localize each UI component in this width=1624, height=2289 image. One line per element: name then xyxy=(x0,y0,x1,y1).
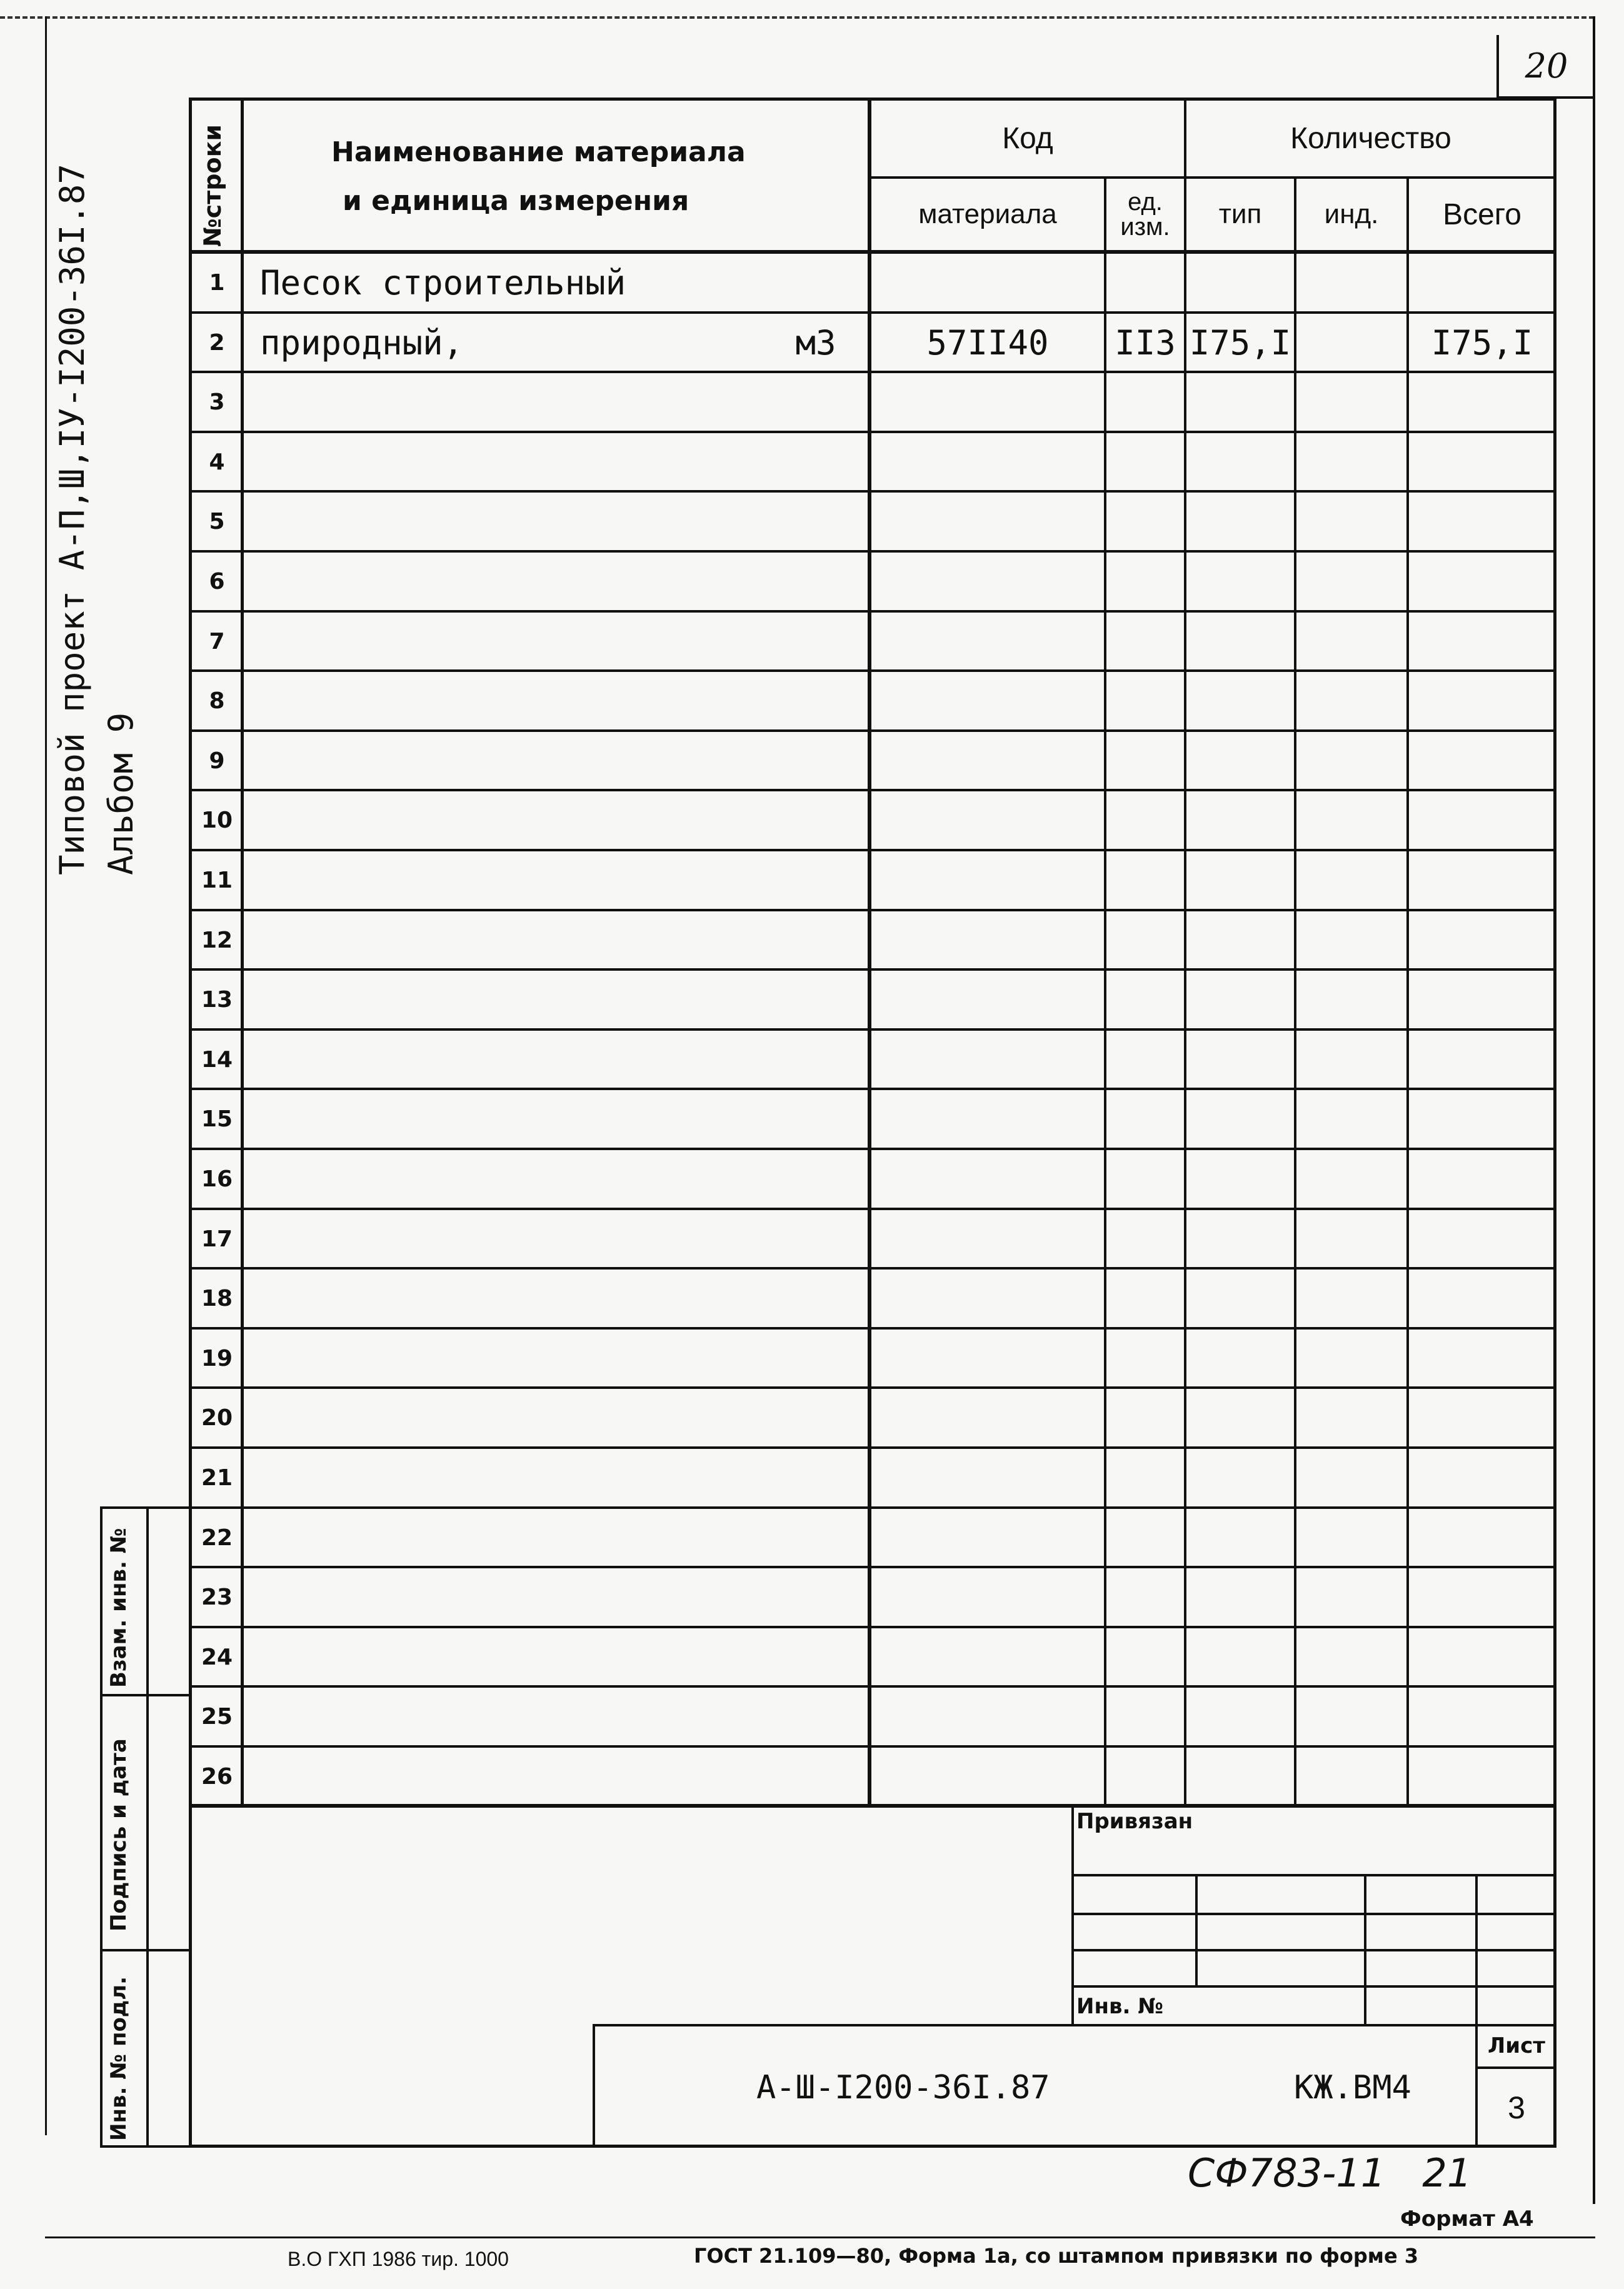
stamp-line-d xyxy=(1071,1985,1556,1988)
frame-right xyxy=(1593,16,1595,2204)
doc-mark: КЖ.ВМ4 xyxy=(1294,2069,1411,2106)
row-divider xyxy=(189,1267,1556,1270)
name-header-line1: Наименование материала xyxy=(331,136,746,168)
row-divider xyxy=(189,1148,1556,1150)
code-header: Код xyxy=(1002,121,1053,155)
row-number: 14 xyxy=(201,1046,233,1073)
left-stamp-divider-1 xyxy=(100,1694,192,1696)
left-stamp-divider-2 xyxy=(100,1949,192,1951)
row-material-code-cell: 57II40 xyxy=(926,323,1049,363)
stamp-privyazan: Привязан xyxy=(1076,1809,1193,1834)
row-divider xyxy=(189,1745,1556,1748)
row-divider xyxy=(189,1566,1556,1568)
frame-left-outer xyxy=(45,16,47,2135)
stamp-line-c xyxy=(1071,1949,1556,1951)
row-number: 8 xyxy=(209,688,225,714)
row-unit-code-cell xyxy=(1106,253,1184,313)
col-line-ind xyxy=(1406,176,1409,1808)
row-divider xyxy=(189,431,1556,433)
row-type-qty-cell xyxy=(1186,253,1294,313)
row-number: 24 xyxy=(201,1644,233,1670)
row-divider xyxy=(189,849,1556,851)
handwritten-note: СФ783-11 21 xyxy=(1188,2150,1472,2196)
unit-header-line2: изм. xyxy=(1120,213,1170,241)
row-number: 6 xyxy=(209,568,225,594)
unit-header xyxy=(1106,179,1184,250)
row-number: 17 xyxy=(201,1226,233,1252)
doc-code: А-Ш-I200-36I.87 xyxy=(756,2069,1050,2106)
row-type-qty-cell: I75,I xyxy=(1189,323,1291,363)
row-ind-qty-cell xyxy=(1296,253,1406,313)
row-divider xyxy=(189,610,1556,613)
sheet-label: Лист xyxy=(1488,2033,1545,2058)
row-number: 25 xyxy=(201,1703,233,1730)
stamp-vline-2 xyxy=(1364,1874,1366,2025)
row-name-cell: природный, xyxy=(260,323,464,363)
row-divider xyxy=(189,1088,1556,1090)
row-number: 11 xyxy=(201,867,233,893)
type-header: тип xyxy=(1218,199,1262,229)
left-stamp-vzam: Взам. инв. № xyxy=(106,1528,131,1688)
row-number: 3 xyxy=(209,389,225,415)
row-divider xyxy=(189,968,1556,971)
footer-gost: ГОСТ 21.109—80, Форма 1а, со штампом привязки по форме 3 xyxy=(694,2244,1419,2268)
row-name-cell: Песок строительный xyxy=(260,263,626,303)
name-header-line2: и единица измерения xyxy=(343,185,689,217)
row-divider xyxy=(189,1327,1556,1330)
col-line-mat xyxy=(1104,176,1106,1808)
row-divider xyxy=(189,789,1556,791)
row-ind-qty-cell xyxy=(1296,313,1406,373)
total-header: Всего xyxy=(1443,198,1521,231)
ind-header: инд. xyxy=(1324,199,1379,229)
row-number: 22 xyxy=(201,1525,233,1551)
row-divider xyxy=(189,1685,1556,1688)
stamp-line-a xyxy=(1071,1874,1556,1876)
row-number: 21 xyxy=(201,1465,233,1491)
row-number: 7 xyxy=(209,628,225,654)
row-number: 20 xyxy=(201,1405,233,1431)
row-unit-code-cell: II3 xyxy=(1115,323,1176,363)
left-stamp-inv-podl: Инв. № подл. xyxy=(106,1976,131,2141)
side-title-line2: Альбом 9 xyxy=(101,712,141,875)
title-block xyxy=(593,2024,1556,2148)
sheet-number: 3 xyxy=(1508,2090,1525,2125)
row-divider xyxy=(189,1626,1556,1628)
row-divider xyxy=(189,550,1556,553)
row-divider xyxy=(189,1386,1556,1389)
row-num-header: №строки xyxy=(199,124,226,247)
row-number: 19 xyxy=(201,1345,233,1371)
row-total-qty-cell xyxy=(1409,253,1555,313)
row-number: 18 xyxy=(201,1285,233,1311)
stamp-vline-3 xyxy=(1475,1874,1478,2025)
row-divider xyxy=(189,1446,1556,1449)
unit-header-line1: ед. xyxy=(1128,188,1163,216)
row-number: 13 xyxy=(201,986,233,1013)
row-divider xyxy=(189,1208,1556,1210)
row-divider xyxy=(189,729,1556,732)
format-label: Формат А4 xyxy=(1400,2206,1534,2231)
footer-left: В.О ГХП 1986 тир. 1000 xyxy=(288,2248,509,2270)
row-number: 5 xyxy=(209,508,225,534)
row-divider xyxy=(189,909,1556,911)
row-number: 9 xyxy=(209,748,225,774)
row-unit-name-cell xyxy=(769,253,863,313)
row-number: 12 xyxy=(201,927,233,953)
row-total-qty-cell: I75,I xyxy=(1431,323,1533,363)
row-number: 1 xyxy=(209,269,225,296)
row-number: 15 xyxy=(201,1106,233,1132)
left-stamp-divider-v xyxy=(146,1506,149,2148)
col-line-type xyxy=(1294,176,1296,1808)
row-divider xyxy=(189,669,1556,672)
row-divider xyxy=(189,1028,1556,1031)
row-divider xyxy=(189,1506,1556,1509)
row-number: 10 xyxy=(201,807,233,833)
row-number: 16 xyxy=(201,1166,233,1192)
row-material-code-cell xyxy=(871,253,1104,313)
row-divider xyxy=(189,490,1556,493)
stamp-vline-1 xyxy=(1195,1874,1198,1986)
frame-top-dashed xyxy=(0,16,1594,19)
side-title-line1: Типовой проект А-П,Ш,IУ-I200-36I.87 xyxy=(53,164,92,875)
stamp-line-b xyxy=(1071,1913,1556,1915)
row-number: 26 xyxy=(201,1763,233,1790)
row-number: 4 xyxy=(209,449,225,475)
row-number: 23 xyxy=(201,1584,233,1610)
row-number: 2 xyxy=(209,329,225,356)
stamp-inv-no: Инв. № xyxy=(1076,1994,1164,2019)
quantity-header: Количество xyxy=(1290,121,1451,155)
page-number: 20 xyxy=(1525,46,1568,86)
footer-bottom-line xyxy=(45,2236,1595,2238)
material-header: материала xyxy=(918,199,1057,229)
left-stamp-podpis: Подпись и дата xyxy=(106,1738,131,1931)
row-unit-name-cell: м3 xyxy=(795,323,836,363)
